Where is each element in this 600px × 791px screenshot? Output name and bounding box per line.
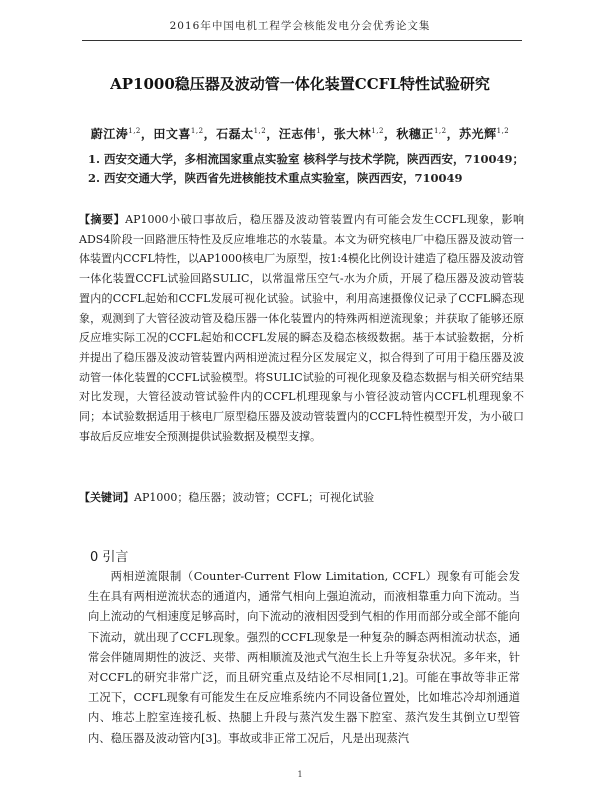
- author-separator: ，: [140, 127, 154, 141]
- author-separator: ，: [266, 127, 279, 141]
- page-number: 1: [297, 770, 303, 779]
- abstract-label: 【摘要】: [79, 213, 126, 226]
- author-separator: ，: [321, 127, 334, 141]
- author-name: 石磊太: [216, 127, 254, 141]
- author-name: 苏光辉: [459, 127, 497, 141]
- header-divider: [82, 40, 522, 41]
- section-heading: 0 引言: [90, 550, 129, 565]
- author-name: 蔚江涛: [90, 127, 129, 141]
- running-header: 2016年中国电机工程学会核能发电分会优秀论文集: [169, 20, 431, 32]
- author-affiliation-mark: 1,2: [128, 127, 141, 135]
- author-list: [0, 125, 600, 142]
- author-affiliation-mark: 1,2: [496, 127, 510, 135]
- affiliation-2: 2. 西安交通大学，陕西省先进核能技术重点实验室，陕西西安，710049: [88, 171, 463, 185]
- abstract: [79, 210, 524, 446]
- author-name: 张大林: [333, 127, 372, 141]
- author-separator: ，: [446, 127, 460, 141]
- author-affiliation-mark: 1,2: [433, 127, 447, 135]
- keywords-label: 【关键词】: [79, 491, 134, 504]
- author-name: 秋穗正: [396, 127, 434, 141]
- author-separator: ，: [203, 127, 217, 141]
- author-affiliation-mark: 1,2: [371, 127, 384, 135]
- author-affiliation-mark: 1: [316, 127, 322, 135]
- intro-paragraph: 两相逆流限制（Counter-Current Flow Limitation, CCFL）现象有可能会发生在具有两相逆流状态的通道内，通常气相向上强迫流动，而液相靠重力向下流动。当向上流动的气相速度足够高时，向下流动的液相因受到气相的作用而部分或全部不能向下流动，就出现了CCFL现象。强烈的CCFL现象是一种复杂的瞬态两相流动状态，通常会伴随周期性的波泛、夹带、两相顺流及池式气泡生长上升等复杂状况。多年来，针对CCFL的研究非常广泛，而且研究重点及结论不尽相同[1,2]。可能在事故等非正常工况下，CCFL现象有可能发生在反应堆系统内不同设备位置处，比如堆芯冷却剂通道内、堆芯上腔室连接孔板、热腿上升段与蒸汽发生器下腔室、蒸汽发生其倒立U型管内、稳压器及波动管内[3]。事故或非正常工况后，凡是出现蒸汽: [88, 570, 520, 745]
- affiliation-1: 1. 西安交通大学，多相流国家重点实验室 核科学与技术学院，陕西西安，710049；: [88, 152, 525, 166]
- paper-title: AP1000稳压器及波动管一体化装置CCFL特性试验研究: [110, 75, 490, 93]
- keywords: [79, 489, 524, 505]
- author-affiliation-mark: 1,2: [253, 127, 267, 135]
- abstract-text: AP1000小破口事故后，稳压器及波动管装置内有可能会发生CCFL现象，影响ADS4阶段一回路泄压特性及反应堆堆芯的水装量。本文为研究核电厂中稳压器及波动管一体装置内CCFL特性，以AP1000核电厂为原型，按1:4模化比例设计建造了稳压器及波动管一体化装置CCFL试验回路SULIC，以常温常压空气-水为介质，开展了稳压器及波动管装置内的CCFL起始和CCFL发展可视化试验。试验中，利用高速摄像仪记录了CCFL瞬态现象，观测到了大管径波动管及稳压器一体化装置内的特殊两相逆流现象；并获取了能够还原反应堆实际工况的CCFL起始和CCFL发展的瞬态及稳态核级数据。基于本试验数据，分析并提出了稳压器及波动管装置内两相逆流过程分区发展定义，拟合得到了可用于稳压器及波动管一体化装置的CCFL试验模型。将SULIC试验的可视化现象及稳态数据与相关研究结果对比发现，大管径波动管试验件内的CCFL机理现象与小管径波动管内CCFL机理现象不同；本试验数据适用于核电厂原型稳压器及波动管装置内的CCFL特性模型开发，为小破口事故后反应堆安全预测提供试验数据及模型支撑。: [79, 213, 525, 443]
- author-name: 田文喜: [153, 127, 191, 141]
- author-name: 汪志伟: [278, 127, 317, 141]
- keywords-text: AP1000；稳压器；波动管；CCFL；可视化试验: [134, 491, 375, 504]
- author-separator: ，: [383, 127, 397, 141]
- author-affiliation-mark: 1,2: [190, 127, 204, 135]
